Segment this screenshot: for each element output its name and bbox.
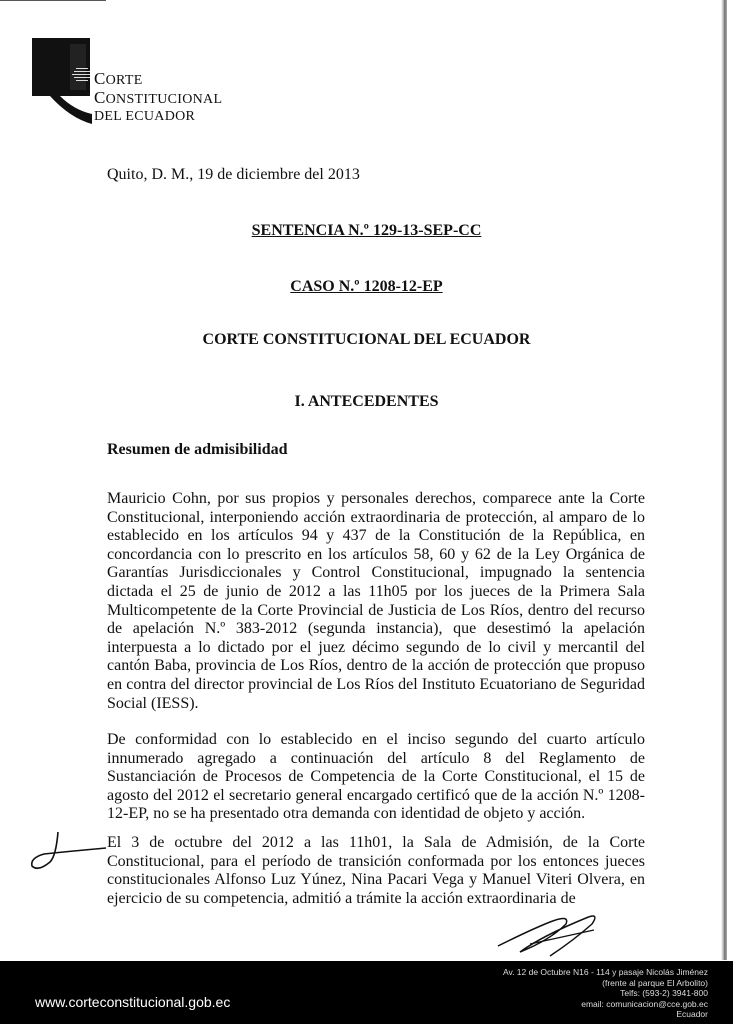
paragraph-1: Mauricio Cohn, por sus propios y personales derechos, comparece ante la Corte Constitucional, interponiendo acción extraordinaria de protección, al amparo de lo establecido en los artículos 94 y 437 de la Constitución de la República, en concordancia con lo prescrito en los artículos 58, 60 y 62 de la Ley Orgánica de Garantías Jurisdiccionales y Control Constitucional, impugnado la sentencia dictada el 25 de junio de 2012 a las 11h05 por los jueces de la Primera Sala Multicompetente de la Corte Provincial de Justicia de Los Ríos, dentro del recurso de apelación N.º 383-2012 (segunda instancia), que desestimó la apelación interpuesta a lo dictado por el juez décimo segundo de lo civil y mercantil del cantón Baba, provincia de Los Ríos, dentro de la acción de protección que propuso en contra del director provincial de Los Ríos del Instituto Ecuatoriano de Seguridad Social (IESS). xyxy=(107,490,645,712)
logo-line-1: CORTE xyxy=(94,69,143,88)
paragraph-2: De conformidad con lo establecido en el inciso segundo del cuarto artículo innumerado agregado a continuación del artículo 8 del Reglamento de Sustanciación de Procesos de Competencia de la Corte Constitucional, el 15 de agosto del 2012 el secretario general encargado certificó que de la acción N.º 1208-12-EP, no se ha presentado otra demanda con identidad de objeto y acción. xyxy=(107,731,645,823)
court-emblem-icon xyxy=(30,34,94,124)
footer-address-line: Telfs: (593-2) 3941-800 xyxy=(620,988,708,998)
subheading: Resumen de admisibilidad xyxy=(107,441,288,458)
handwritten-mark-icon xyxy=(28,826,108,886)
page-top-rule xyxy=(0,0,106,1)
footer-bar xyxy=(0,961,733,1024)
sentence-title: SENTENCIA N.º 129-13-SEP-CC xyxy=(251,222,482,239)
footer-website: www.corteconstitucional.gob.ec xyxy=(35,994,231,1010)
footer-address-line: (frente al parque El Arbolito) xyxy=(602,977,708,988)
scan-edge-shadow xyxy=(721,0,727,960)
section-title: I. ANTECEDENTES xyxy=(294,393,439,410)
footer-address-line: Av. 12 de Octubre N16 - 114 y pasaje Nicolás Jiménez xyxy=(502,967,708,977)
logo-line-2: CONSTITUCIONAL xyxy=(94,88,223,107)
court-logo xyxy=(30,34,230,134)
paragraph-3: El 3 de octubre del 2012 a las 11h01, la Sala de Admisión, de la Corte Constitucional, para el período de transición conformada por los entonces jueces constitucionales Alfonso Luz Yúnez, Nina Pacari Vega y Manuel Viteri Olvera, en ejercicio de su competencia, admitió a trámite la acción extraordinaria de xyxy=(107,834,645,907)
signature-icon xyxy=(490,900,610,960)
court-title: CORTE CONSTITUCIONAL DEL ECUADOR xyxy=(202,331,531,348)
case-title: CASO N.º 1208-12-EP xyxy=(290,278,443,295)
logo-line-3: DEL ECUADOR xyxy=(94,109,196,124)
footer-address-line: email: comunicacion@cce.gob.ec xyxy=(581,998,708,1009)
footer-address xyxy=(503,967,708,1020)
logo-wordmark xyxy=(94,70,222,125)
footer-address-line: Ecuador xyxy=(676,1009,708,1019)
document-date: Quito, D. M., 19 de diciembre del 2013 xyxy=(107,166,360,183)
